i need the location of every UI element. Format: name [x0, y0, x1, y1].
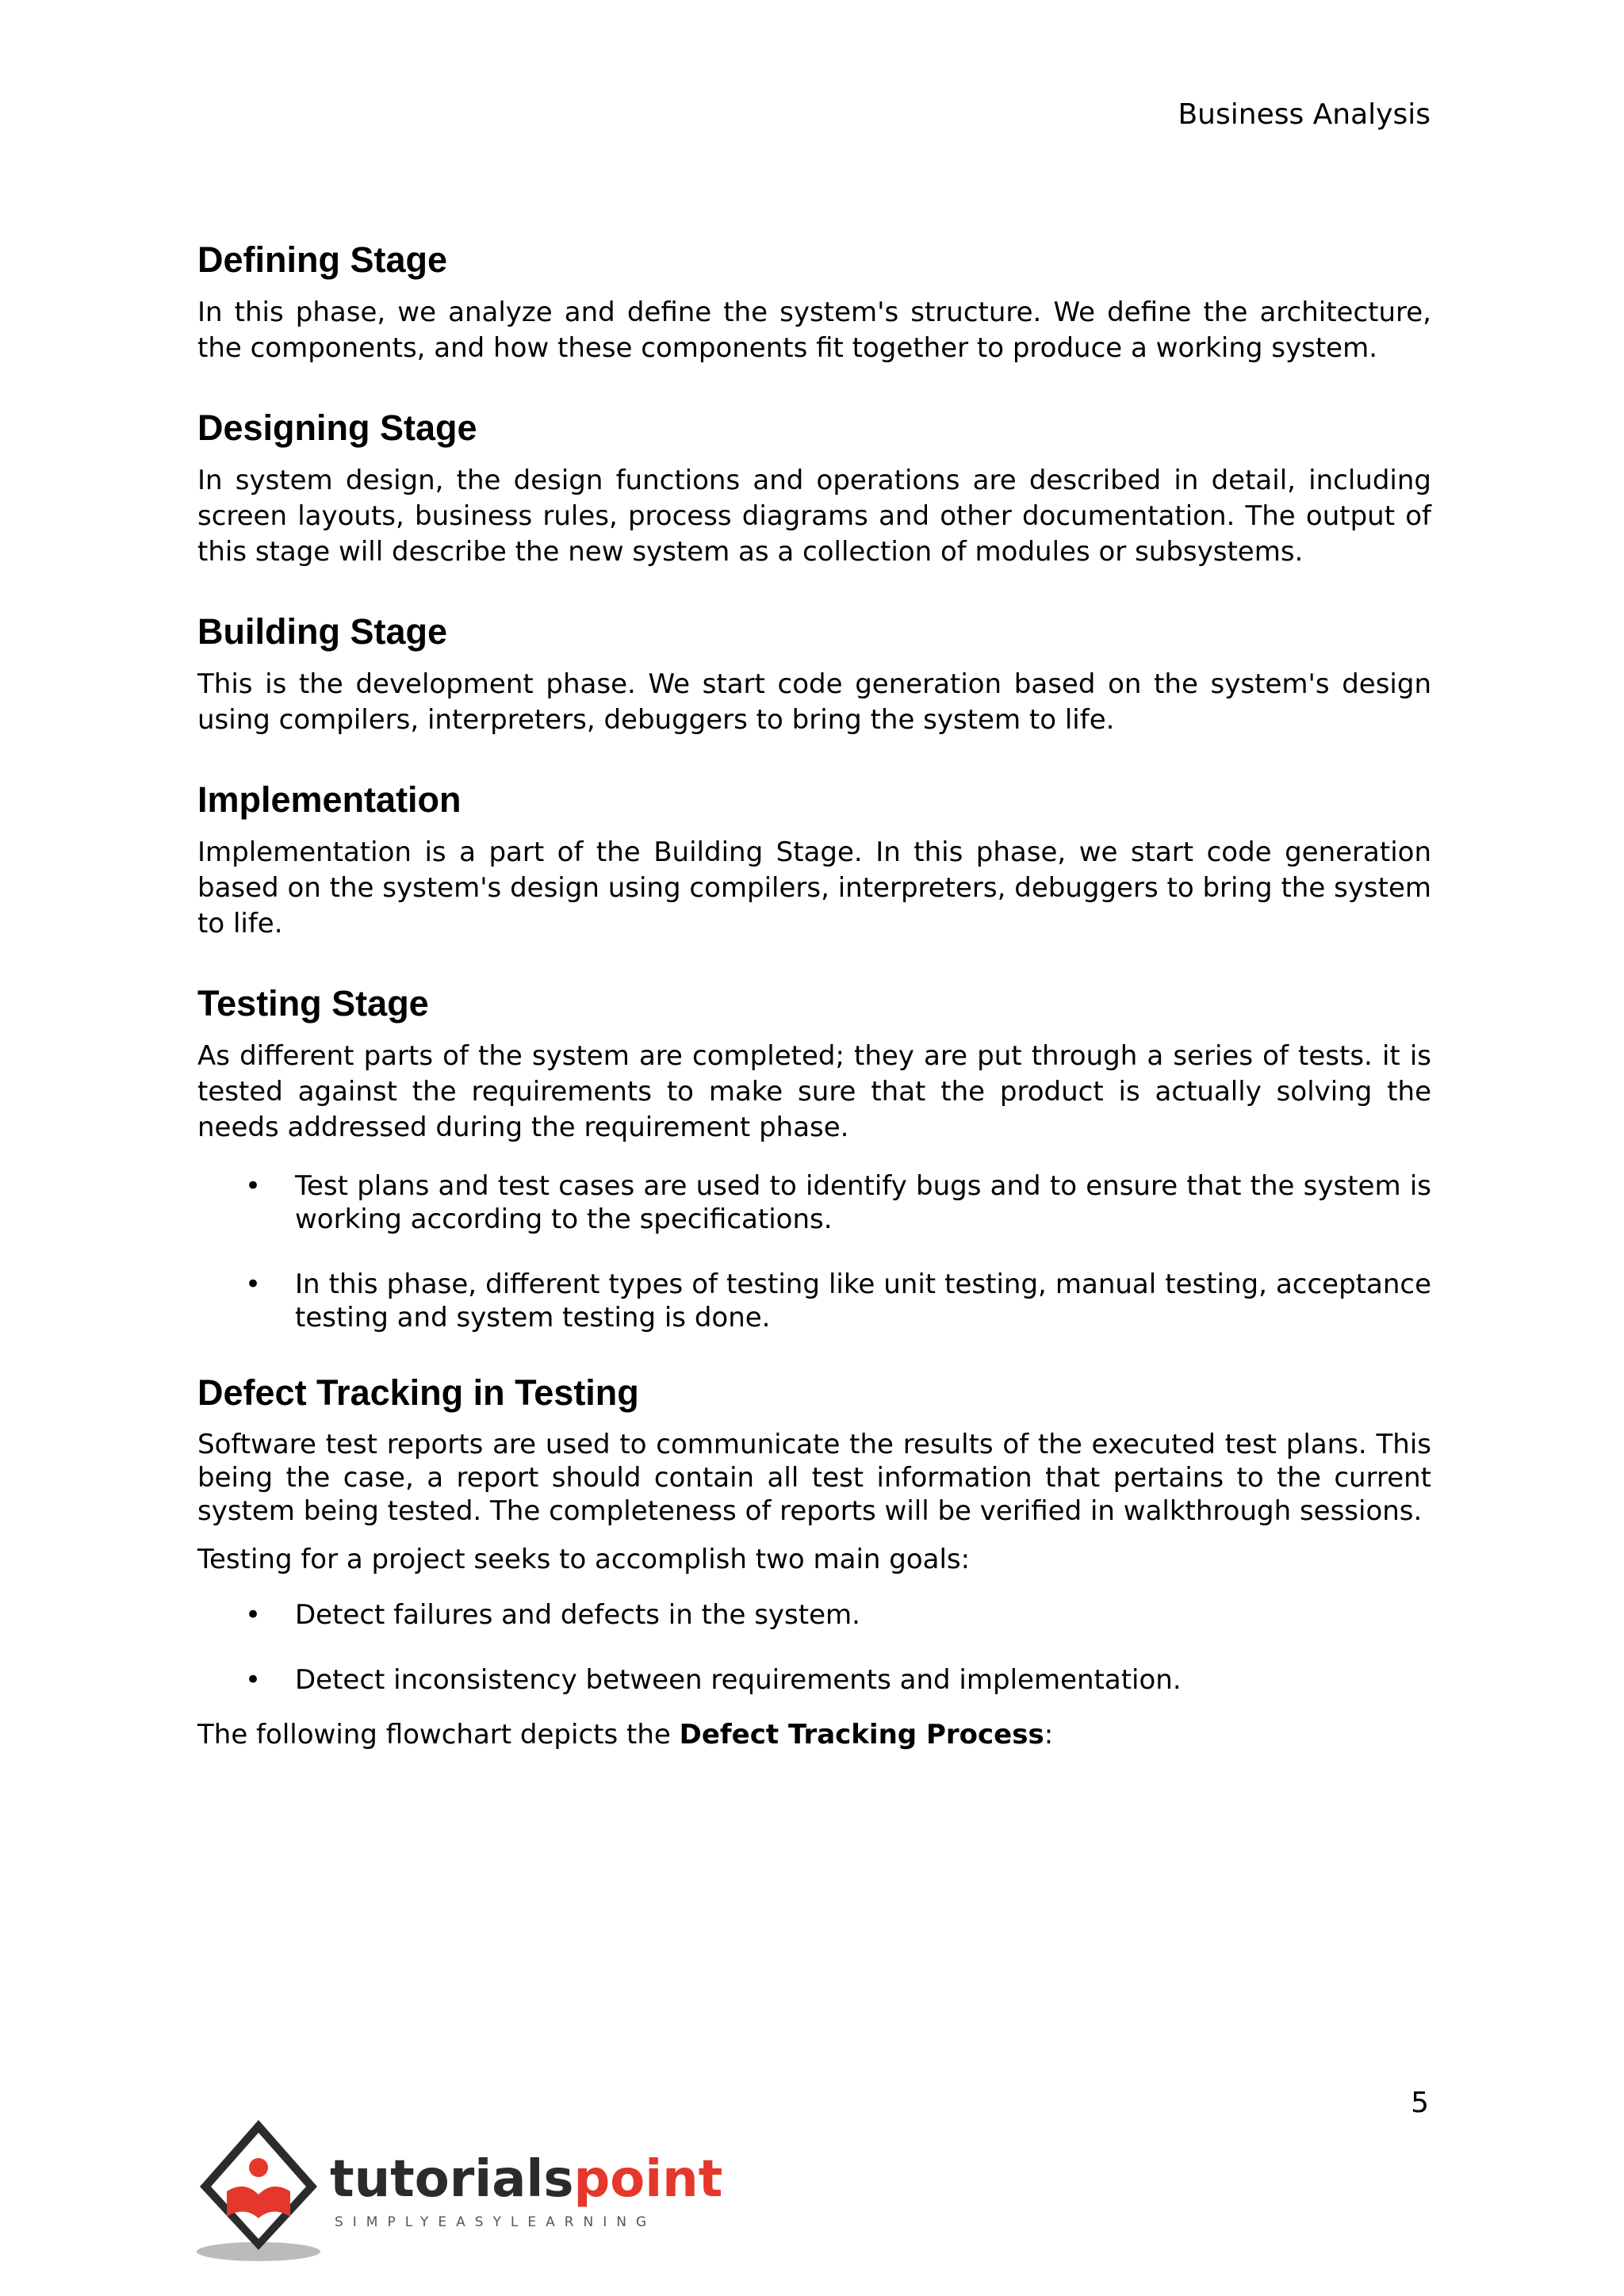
- closing-prefix: The following flowchart depicts the: [197, 1719, 680, 1751]
- closing-suffix: :: [1044, 1719, 1054, 1751]
- page-number: 5: [1411, 2087, 1429, 2119]
- paragraph: As different parts of the system are completed; they are put through a series of tests. it is tested against the requirements to make sure that the product is actually solving the needs addressed during the requirement phase.: [197, 1040, 1431, 1143]
- logo-head-icon: [249, 2158, 268, 2177]
- list-item: • Detect failures and defects in the system.: [197, 1598, 1431, 1632]
- logo-text-red: point: [573, 2150, 723, 2209]
- logo-tagline: SIMPLYEASYLEARNING: [335, 2214, 657, 2230]
- logo-text: [330, 2150, 722, 2209]
- paragraph: Implementation is a part of the Building Stage. In this phase, we start code generation based on the system's design using compilers, interpreters, debuggers to bring the system to life.: [197, 836, 1431, 939]
- paragraph: In this phase, we analyze and define the system's structure. We define the architecture, the components, and how these components fit together to produce a working system.: [197, 297, 1431, 364]
- paragraph: In system design, the design functions and operations are described in detail, including screen layouts, business rules, process diagrams and other documentation. The output of this stage will describe the new system as a collection of modules or subsystems.: [197, 465, 1431, 568]
- bullet-list: [197, 1169, 1431, 1334]
- section-heading: Building Stage: [197, 611, 447, 652]
- list-item: • Detect inconsistency between requirements and implementation.: [197, 1663, 1431, 1697]
- paragraph: This is the development phase. We start code generation based on the system's design using compilers, interpreters, debuggers to bring the system to life.: [197, 668, 1431, 736]
- section-heading: Defining Stage: [197, 239, 448, 280]
- closing-bold: Defect Tracking Process: [679, 1719, 1044, 1751]
- logo-diamond-inner: [211, 2133, 306, 2239]
- bullet-list: [197, 1598, 1431, 1697]
- list-item: • Test plans and test cases are used to identify bugs and to ensure that the system is working according to the specifications.: [197, 1169, 1431, 1236]
- section-heading: Defect Tracking in Testing: [197, 1372, 639, 1413]
- section-heading: Designing Stage: [197, 408, 477, 448]
- section-heading: Implementation: [197, 779, 462, 820]
- running-header: Business Analysis: [1178, 98, 1431, 131]
- paragraph: Testing for a project seeks to accomplish two main goals:: [197, 1544, 971, 1575]
- section-heading: Testing Stage: [197, 983, 429, 1024]
- document-body: [197, 238, 1431, 1753]
- paragraph: Software test reports are used to communicate the results of the executed test plans. This being the case, a report should contain all test information that pertains to the current system being tested. The completeness of reports will be verified in walkthrough sessions.: [197, 1429, 1431, 1527]
- tutorialspoint-logo: [195, 2115, 723, 2266]
- closing-sentence: [197, 1717, 1431, 1753]
- logo-text-dark: tutorials: [330, 2150, 574, 2209]
- list-item: • In this phase, different types of testing like unit testing, manual testing, acceptance testing and system testing is done.: [197, 1268, 1431, 1334]
